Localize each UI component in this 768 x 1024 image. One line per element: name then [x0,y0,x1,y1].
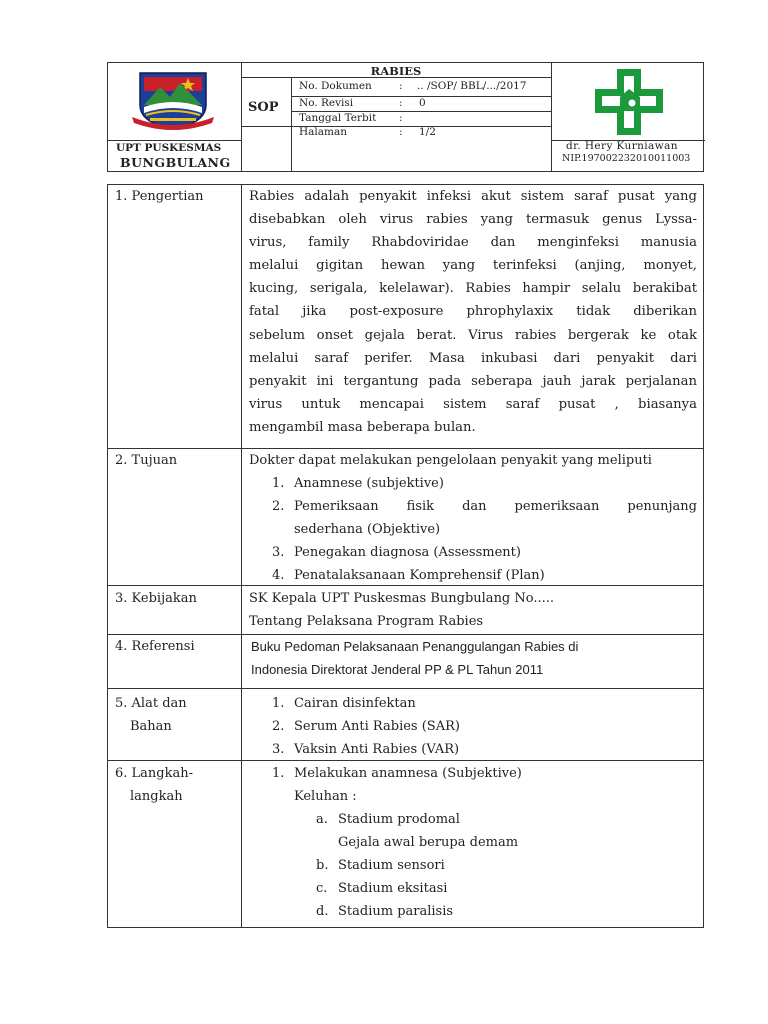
alat-item-2: Serum Anti Rabies (SAR) [294,719,460,734]
tujuan-item-1: Anamnese (subjektive) [294,476,444,491]
alat-item-3: Vaksin Anti Rabies (VAR) [294,742,460,757]
pengertian-line: sebelum onset gejala berat. Virus rabies bergerak ke otak [249,327,697,343]
meta-label-2: Tanggal Terbit [299,112,377,124]
puskesmas-cross-logo-icon [592,67,666,137]
tujuan-num-2: 2. [272,499,285,514]
meta-label-0: No. Dokumen [299,80,372,92]
meta-sep-1: : [399,97,403,109]
langkah-item-1: Melakukan anamnesa (Subjektive) [294,766,522,781]
tujuan-item-2-cont: sederhana (Objektive) [294,522,441,537]
tujuan-item-4: Penatalaksanaan Komprehensif (Plan) [294,568,545,583]
section-label-alat-1: 5. Alat dan [115,696,187,711]
keluhan-item-b: Stadium sensori [338,858,445,873]
meta-label-3: Halaman [299,126,348,138]
meta-value-3: 1/2 [419,126,436,138]
referensi-line2: Indonesia Direktorat Jenderal PP & PL Tahun 2011 [251,662,544,677]
pengertian-line: mengambil masa beberapa bulan. [249,419,476,435]
alat-num-1: 1. [272,696,285,711]
district-logo-icon [130,67,216,131]
meta-sep-0: : [399,80,403,92]
pengertian-line: melalui gigitan hewan yang terinfeksi (anjing, monyet, [249,258,697,274]
section-label-kebijakan: 3. Kebijakan [115,591,197,606]
tujuan-num-4: 4. [272,568,285,583]
tujuan-intro: Dokter dapat melakukan pengelolaan penyakit yang meliputi [249,453,652,468]
meta-sep-3: : [399,126,403,138]
pengertian-line: penyakit ini tergantung pada seberapa jauh jarak perjalanan [249,373,697,389]
alat-num-3: 3. [272,742,285,757]
section-label-tujuan: 2. Tujuan [115,453,178,468]
section-label-referensi: 4. Referensi [115,639,195,654]
kebijakan-line1: SK Kepala UPT Puskesmas Bungbulang No..... [249,591,555,606]
tujuan-num-3: 3. [272,545,285,560]
keluhan-item-a-desc: Gejala awal berupa demam [338,835,519,850]
tujuan-item-2: Pemeriksaan fisik dan pemeriksaan penunjang [294,499,697,514]
pengertian-line: virus, family Rhabdoviridae dan menginfeksi manusia [249,235,697,251]
pengertian-line: disebabkan oleh virus rabies yang termasuk genus Lyssa- [249,212,697,228]
meta-value-1: 0 [419,97,426,109]
document-header [107,62,704,172]
section-label-alat-2: Bahan [130,719,172,734]
signer-nip: NIP.197002232010011003 [562,153,691,164]
sop-content-table [107,184,704,928]
pengertian-line: Rabies adalah penyakit infeksi akut sistem saraf pusat yang [249,189,697,204]
section-label-pengertian: 1. Pengertian [115,189,204,204]
meta-sep-2: : [399,112,403,124]
keluhan-item-c: Stadium eksitasi [338,881,448,896]
pengertian-line: fatal jika post-exposure phrophylaxix tidak diberikan [249,304,697,320]
pengertian-line: kucing, serigala, kelelawar). Rabies hampir selalu berakibat [249,281,697,297]
keluhan-item-d: Stadium paralisis [338,904,454,919]
org-name-line2: BUNGBULANG [120,155,231,170]
referensi-line1: Buku Pedoman Pelaksanaan Penanggulangan Rabies di [251,639,579,654]
keluhan-letter-c: c. [316,881,328,896]
keluhan-label: Keluhan : [294,789,357,804]
org-name-line1: UPT PUSKESMAS [116,142,222,154]
meta-label-1: No. Revisi [299,97,354,109]
alat-num-2: 2. [272,719,285,734]
tujuan-item-3: Penegakan diagnosa (Assessment) [294,545,521,560]
pengertian-line: melalui saraf perifer. Masa inkubasi dari penyakit dari [249,350,697,366]
sop-label: SOP [248,100,279,115]
document-title: RABIES [370,64,422,78]
section-label-langkah-2: langkah [130,789,183,804]
alat-item-1: Cairan disinfektan [294,696,416,711]
signer-name: dr. Hery Kurniawan [566,140,678,152]
keluhan-letter-a: a. [316,812,328,827]
keluhan-letter-d: d. [316,904,329,919]
pengertian-text [249,185,697,439]
pengertian-line: virus untuk mencapai sistem saraf pusat , biasanya [249,396,697,412]
meta-value-0: .. /SOP/ BBL/.../2017 [417,80,527,92]
section-label-langkah-1: 6. Langkah- [115,766,194,781]
keluhan-letter-b: b. [316,858,329,873]
tujuan-num-1: 1. [272,476,285,491]
kebijakan-line2: Tentang Pelaksana Program Rabies [249,614,484,629]
keluhan-item-a: Stadium prodomal [338,812,460,827]
langkah-num-1: 1. [272,766,285,781]
